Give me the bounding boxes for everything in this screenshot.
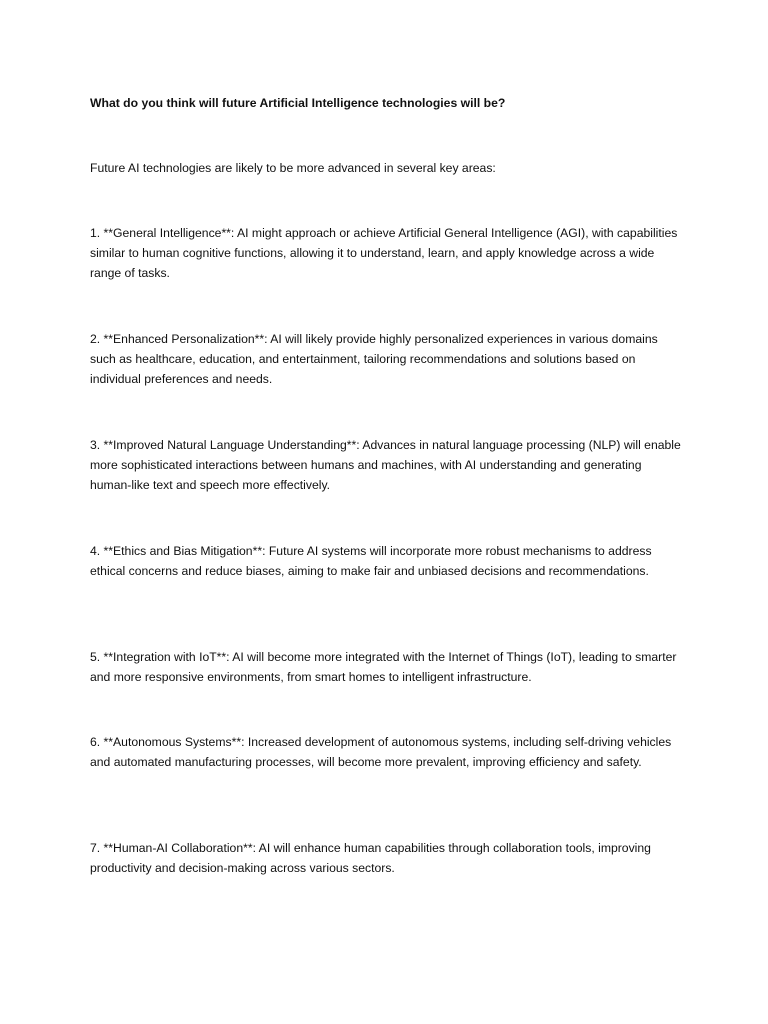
list-item-autonomous-systems: 6. **Autonomous Systems**: Increased development of autonomous systems, including self-driving vehicles and automated manufacturing processes, will become more prevalent, improving efficiency and safety. bbox=[90, 735, 672, 770]
list-item-natural-language-understanding: 3. **Improved Natural Language Understanding**: Advances in natural language processing (NLP) will enable more sophisticated interactions between humans and machines, with AI understanding and generating human-like text and speech more effectively. bbox=[90, 438, 681, 493]
list-item-iot-integration: 5. **Integration with IoT**: AI will become more integrated with the Internet of Things (IoT), leading to smarter and more responsive environments, from smart homes to intelligent infrastructure. bbox=[90, 650, 677, 685]
question-heading: What do you think will future Artificial Intelligence technologies will be? bbox=[90, 96, 506, 110]
list-item-human-ai-collaboration: 7. **Human-AI Collaboration**: AI will enhance human capabilities through collaboration tools, improving productivity and decision-making across various sectors. bbox=[90, 841, 651, 876]
list-item-enhanced-personalization: 2. **Enhanced Personalization**: AI will likely provide highly personalized experiences in various domains such as healthcare, education, and entertainment, tailoring recommendations and solutions based on individual preferences and needs. bbox=[90, 332, 658, 387]
intro-paragraph: Future AI technologies are likely to be more advanced in several key areas: bbox=[90, 161, 496, 175]
list-item-ethics-bias-mitigation: 4. **Ethics and Bias Mitigation**: Future AI systems will incorporate more robust mechanisms to address ethical concerns and reduce biases, aiming to make fair and unbiased decisions and recommendations. bbox=[90, 544, 652, 579]
list-item-general-intelligence: 1. **General Intelligence**: AI might approach or achieve Artificial General Intelligence (AGI), with capabilities similar to human cognitive functions, allowing it to understand, learn, and apply knowledge across a wide range of tasks. bbox=[90, 226, 678, 281]
